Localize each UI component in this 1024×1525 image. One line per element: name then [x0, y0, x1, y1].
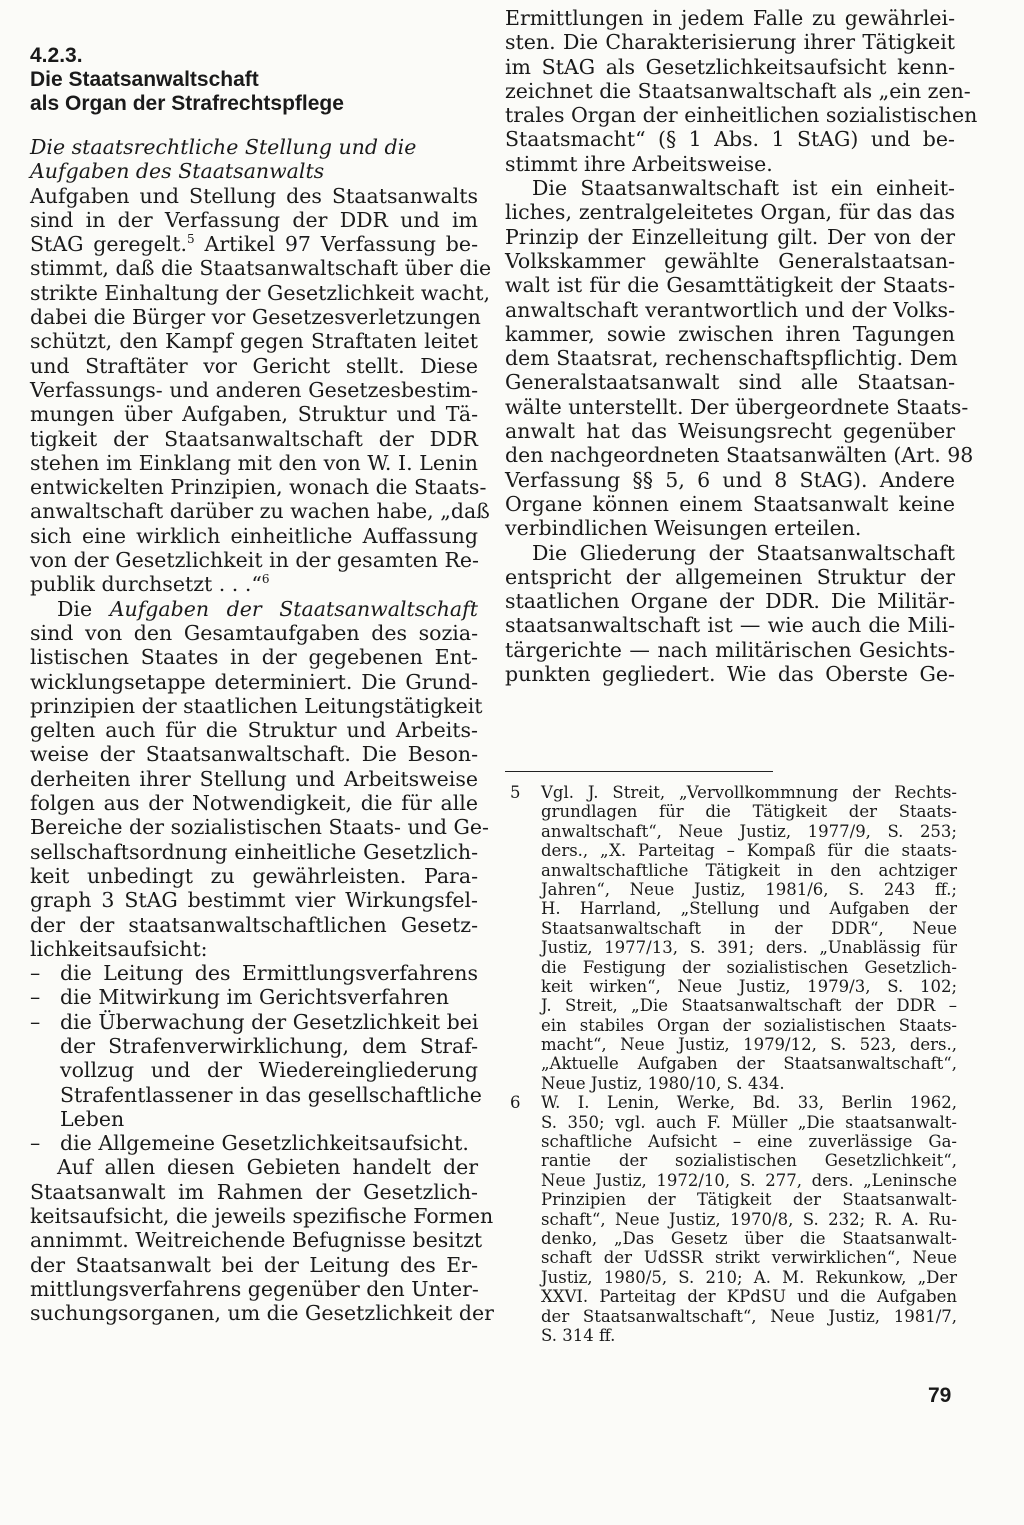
list-item-continuation: vollzug und der Wiedereingliederung [60, 1058, 478, 1083]
text-line: dem Staatsrat, rechenschaftspflichtig. Dem [505, 346, 958, 371]
text-line: stimmt, daß die Staatsanwaltschaft über die [30, 256, 492, 281]
emphasis-text: Aufgaben der Staatsanwaltschaft [109, 596, 478, 621]
text-line: anwalt hat das Weisungsrecht gegenüber [505, 419, 955, 444]
footnote-divider [505, 771, 773, 772]
footnote-line: J. Streit, „Die Staatsanwaltschaft der DDR – [541, 996, 957, 1016]
text-fragment: StAG geregelt. [30, 232, 188, 257]
text-fragment: publik durchsetzt . . .“ [30, 572, 262, 597]
text-line: anwaltschaft verantwortlich und der Volks- [505, 297, 955, 322]
text-line: listischen Staates in der gegebenen Ent- [30, 645, 478, 670]
text-line: verbindlichen Weisungen erteilen. [505, 516, 862, 541]
text-line: tärgerichte — nach militärischen Gesichts- [505, 637, 955, 662]
paragraph-stellung [30, 183, 492, 597]
text-line: schützt, den Kampf gegen Straftaten leitet [30, 329, 478, 354]
dash-marker: – [30, 1009, 41, 1034]
text-line: Ermittlungen in jedem Falle zu gewährlei- [505, 6, 955, 30]
dash-marker: – [30, 961, 41, 986]
footnote-line: Vgl. J. Streit, „Vervollkommnung der Rechts- [541, 783, 957, 802]
text-line [30, 232, 478, 256]
text-line: Staatsanwalt im Rahmen der Gesetzlich- [30, 1179, 478, 1204]
text-line: und Straftäter vor Gericht stellt. Diese [30, 353, 478, 378]
footnote-line: macht“, Neue Justiz, 1979/12, S. 523, ders., [541, 1035, 957, 1055]
text-line: graph 3 StAG bestimmt vier Wirkungsfel- [30, 888, 478, 913]
list-item-continuation: Strafentlassener in das gesellschaftliche [60, 1082, 482, 1107]
footnote-line: denko, „Das Gesetz über die Staatsanwalt- [541, 1228, 957, 1248]
list-item-continuation: Leben [60, 1106, 125, 1131]
footnotes [510, 783, 957, 1345]
section-number: 4.2.3. [30, 44, 83, 67]
text-line: derheiten ihrer Stellung und Arbeitsweise [30, 766, 478, 791]
text-line: sind in der Verfassung der DDR und im [30, 207, 478, 232]
text-line: den nachgeordneten Staatsanwälten (Art. 98 [505, 443, 974, 468]
footnote-line: Staatsanwaltschaft in der DDR“, Neue [541, 918, 957, 938]
footnote-5 [510, 783, 957, 1093]
list-item [30, 985, 478, 1009]
list-item [30, 1010, 478, 1034]
footnote-line: „Aktuelle Aufgaben der Staatsanwaltschaft“, [541, 1054, 957, 1074]
footnote-line: die Festigung der sozialistischen Gesetzlich- [541, 957, 957, 977]
list-item-continuation: der Strafenverwirklichung, dem Straf- [60, 1033, 478, 1058]
footnote-line: ders., „X. Parteitag – Kompaß für die staats- [541, 841, 957, 861]
text-line: sich eine wirklich einheitliche Auffassung [30, 523, 478, 548]
text-line: sellschaftsordnung einheitliche Gesetzlich- [30, 839, 478, 864]
footnote-ref-6: 6 [261, 572, 270, 587]
text-line: dabei die Bürger vor Gesetzesverletzungen [30, 305, 481, 330]
text-line: mittlungsverfahrens gegenüber den Unter- [30, 1276, 479, 1301]
footnote-line: ein stabiles Organ der sozialistischen Staats- [541, 1015, 957, 1035]
footnote-line: Neue Justiz, 1972/10, S. 277, ders. „Leninsche [541, 1170, 957, 1190]
footnote-ref-5: 5 [187, 232, 195, 247]
text-line: Verfassungs- und anderen Gesetzesbestim- [30, 377, 478, 402]
text-line: tigkeit der Staatsanwaltschaft der DDR [30, 426, 478, 451]
text-line: punkten gegliedert. Wie das Oberste Ge- [505, 662, 955, 687]
text-line: weise der Staatsanwaltschaft. Die Beson- [30, 742, 478, 767]
subheading-line: Aufgaben des Staatsanwalts [30, 159, 325, 184]
text-line: folgen aus der Notwendigkeit, die für alle [30, 791, 478, 816]
footnote-line: schaft der UdSSR strikt verwirklichen“, Neue [541, 1248, 957, 1268]
text-fragment: Die [57, 596, 93, 621]
footnote-line: Prinzipien der Tätigkeit der Staatsanwalt- [541, 1190, 957, 1210]
text-line: stehen im Einklang mit den von W. I. Lenin [30, 450, 478, 475]
list-item [30, 961, 478, 985]
text-line: Die Staatsanwaltschaft ist ein einheit- [532, 176, 955, 201]
paragraph-aufgaben [30, 596, 489, 961]
text-line: sten. Die Charakterisierung ihrer Tätigkeit [505, 30, 955, 55]
text-line: entwickelten Prinzipien, wonach die Staats- [30, 475, 487, 500]
text-line: Die Gliederung der Staatsanwaltschaft [532, 540, 955, 565]
text-line: mungen über Aufgaben, Struktur und Tä- [30, 402, 478, 427]
text-line: Prinzip der Einzelleitung gilt. Der von der [505, 224, 955, 249]
text-line: Verfassung §§ 5, 6 und 8 StAG). Andere [505, 467, 955, 492]
list-item-text: die Allgemeine Gesetzlichkeitsaufsicht. [60, 1131, 469, 1156]
paragraph-gebiete [30, 1155, 494, 1326]
paragraph-organ [505, 176, 974, 541]
page-number: 79 [928, 1384, 952, 1407]
text-line: zeichnet die Staatsanwaltschaft als „ein zen- [505, 78, 971, 103]
footnote-line: Neue Justiz, 1980/10, S. 434. [541, 1073, 785, 1093]
text-line: suchungsorganen, um die Gesetzlichkeit der [30, 1301, 494, 1326]
text-line: liches, zentralgeleitetes Organ, für das das [505, 200, 955, 225]
text-line: Volkskammer gewählte Generalstaatsan- [505, 248, 955, 273]
text-line: prinzipien der staatlichen Leitungstätigkeit [30, 693, 483, 718]
footnote-line: der Staatsanwaltschaft“, Neue Justiz, 1981/7, [541, 1306, 957, 1326]
text-line: kammer, sowie zwischen ihren Tagungen [505, 321, 955, 346]
text-line: Generalstaatsanwalt sind alle Staatsan- [505, 370, 955, 395]
text-line: anwaltschaft darüber zu wachen habe, „daß [30, 499, 490, 524]
footnote-line: S. 314 ff. [541, 1325, 616, 1345]
footnote-line: W. I. Lenin, Werke, Bd. 33, Berlin 1962, [541, 1093, 957, 1113]
paragraph-ermittlungen [505, 6, 978, 176]
text-line: walt ist für die Gesamttätigkeit der Staats- [505, 273, 955, 298]
footnote-6 [510, 1093, 957, 1345]
text-line: Aufgaben und Stellung des Staatsanwalts [30, 183, 478, 208]
text-line: gelten auch für die Struktur und Arbeits- [30, 718, 478, 743]
text-line: der Staatsanwalt bei der Leitung des Er- [30, 1252, 478, 1277]
text-line: staatsanwaltschaft ist — wie auch die Mili- [505, 613, 955, 638]
footnote-line: Jahren“, Neue Justiz, 1981/6, S. 243 ff.; [541, 879, 957, 899]
section-title-line: als Organ der Strafrechtspflege [30, 92, 344, 115]
text-line: keit unbedingt zu gewährleisten. Para- [30, 863, 478, 888]
footnote-line: XXVI. Parteitag der KPdSU und die Aufgaben [541, 1287, 957, 1307]
list-wirkungsfelder [30, 961, 482, 1156]
text-line: trales Organ der einheitlichen sozialistischen [505, 103, 978, 128]
text-line: strikte Einhaltung der Gesetzlichkeit wacht, [30, 280, 491, 305]
text-line: Bereiche der sozialistischen Staats- und Ge- [30, 815, 489, 840]
footnote-line: keit wirken“, Neue Justiz, 1979/3, S. 102; [541, 976, 957, 996]
text-line: im StAG als Gesetzlichkeitsaufsicht kenn- [505, 54, 955, 79]
text-line: wälte unterstellt. Der übergeordnete Staats- [505, 394, 969, 419]
footnote-line: S. 350; vgl. auch F. Müller „Die staatsanwalt- [541, 1112, 957, 1132]
subheading-line: Die staatsrechtliche Stellung und die [30, 135, 417, 159]
text-line: sind von den Gesamtaufgaben des sozia- [30, 620, 478, 645]
footnote-line: schaft“, Neue Justiz, 1970/8, S. 232; R. A. Ru- [541, 1209, 957, 1229]
text-line: stimmt ihre Arbeitsweise. [505, 151, 773, 176]
text-line: der der staatsanwaltschaftlichen Gesetz- [30, 912, 478, 937]
footnote-number: 6 [510, 1093, 521, 1113]
subheading [30, 135, 478, 184]
text-fragment: Artikel 97 Verfassung be- [204, 232, 478, 257]
text-line: staatlichen Organe der DDR. Die Militär- [505, 589, 955, 614]
footnote-line: anwaltschaftliche Tätigkeit in den achtziger [541, 860, 957, 880]
text-line: annimmt. Weitreichende Befugnisse besitzt [30, 1228, 483, 1253]
right-column [505, 6, 978, 687]
dash-marker: – [30, 985, 41, 1010]
dash-marker: – [30, 1131, 41, 1156]
footnote-number: 5 [510, 783, 521, 802]
text-line: keitsaufsicht, die jeweils spezifische Formen [30, 1204, 494, 1229]
text-line [30, 572, 478, 596]
list-item [30, 1131, 478, 1155]
list-item-text: die Überwachung der Gesetzlichkeit bei [60, 1009, 479, 1034]
footnote-line: grundlagen für die Tätigkeit der Staats- [541, 802, 957, 822]
footnote-line: Justiz, 1977/13, S. 391; ders. „Unablässig für [541, 938, 957, 958]
text-line [30, 597, 478, 621]
left-column [30, 44, 494, 1326]
footnote-line: anwaltschaft“, Neue Justiz, 1977/9, S. 253; [541, 821, 957, 841]
list-item-text: die Leitung des Ermittlungsverfahrens [60, 961, 478, 986]
footnote-line: H. Harrland, „Stellung und Aufgaben der [541, 899, 957, 919]
text-line: Staatsmacht“ (§ 1 Abs. 1 StAG) und be- [505, 127, 955, 152]
section-title-line: Die Staatsanwaltschaft [30, 68, 259, 91]
section-heading [30, 44, 478, 116]
text-line: Organe können einem Staatsanwalt keine [505, 491, 955, 516]
list-item-text: die Mitwirkung im Gerichtsverfahren [60, 985, 449, 1010]
footnote-line: Justiz, 1980/5, S. 210; A. M. Rekunkow, „Der [541, 1267, 957, 1287]
footnote-line: schaftliche Aufsicht – eine zuverlässige Ga- [541, 1132, 957, 1152]
footnote-line: rantie der sozialistischen Gesetzlichkeit“, [541, 1151, 957, 1171]
text-line: lichkeitsaufsicht: [30, 936, 208, 961]
text-line: Auf allen diesen Gebieten handelt der [57, 1155, 478, 1180]
paragraph-gliederung [505, 541, 955, 687]
text-line: wicklungsetappe determiniert. Die Grund- [30, 669, 478, 694]
text-line: von der Gesetzlichkeit in der gesamten Re- [30, 548, 479, 573]
text-line: entspricht der allgemeinen Struktur der [505, 564, 955, 589]
